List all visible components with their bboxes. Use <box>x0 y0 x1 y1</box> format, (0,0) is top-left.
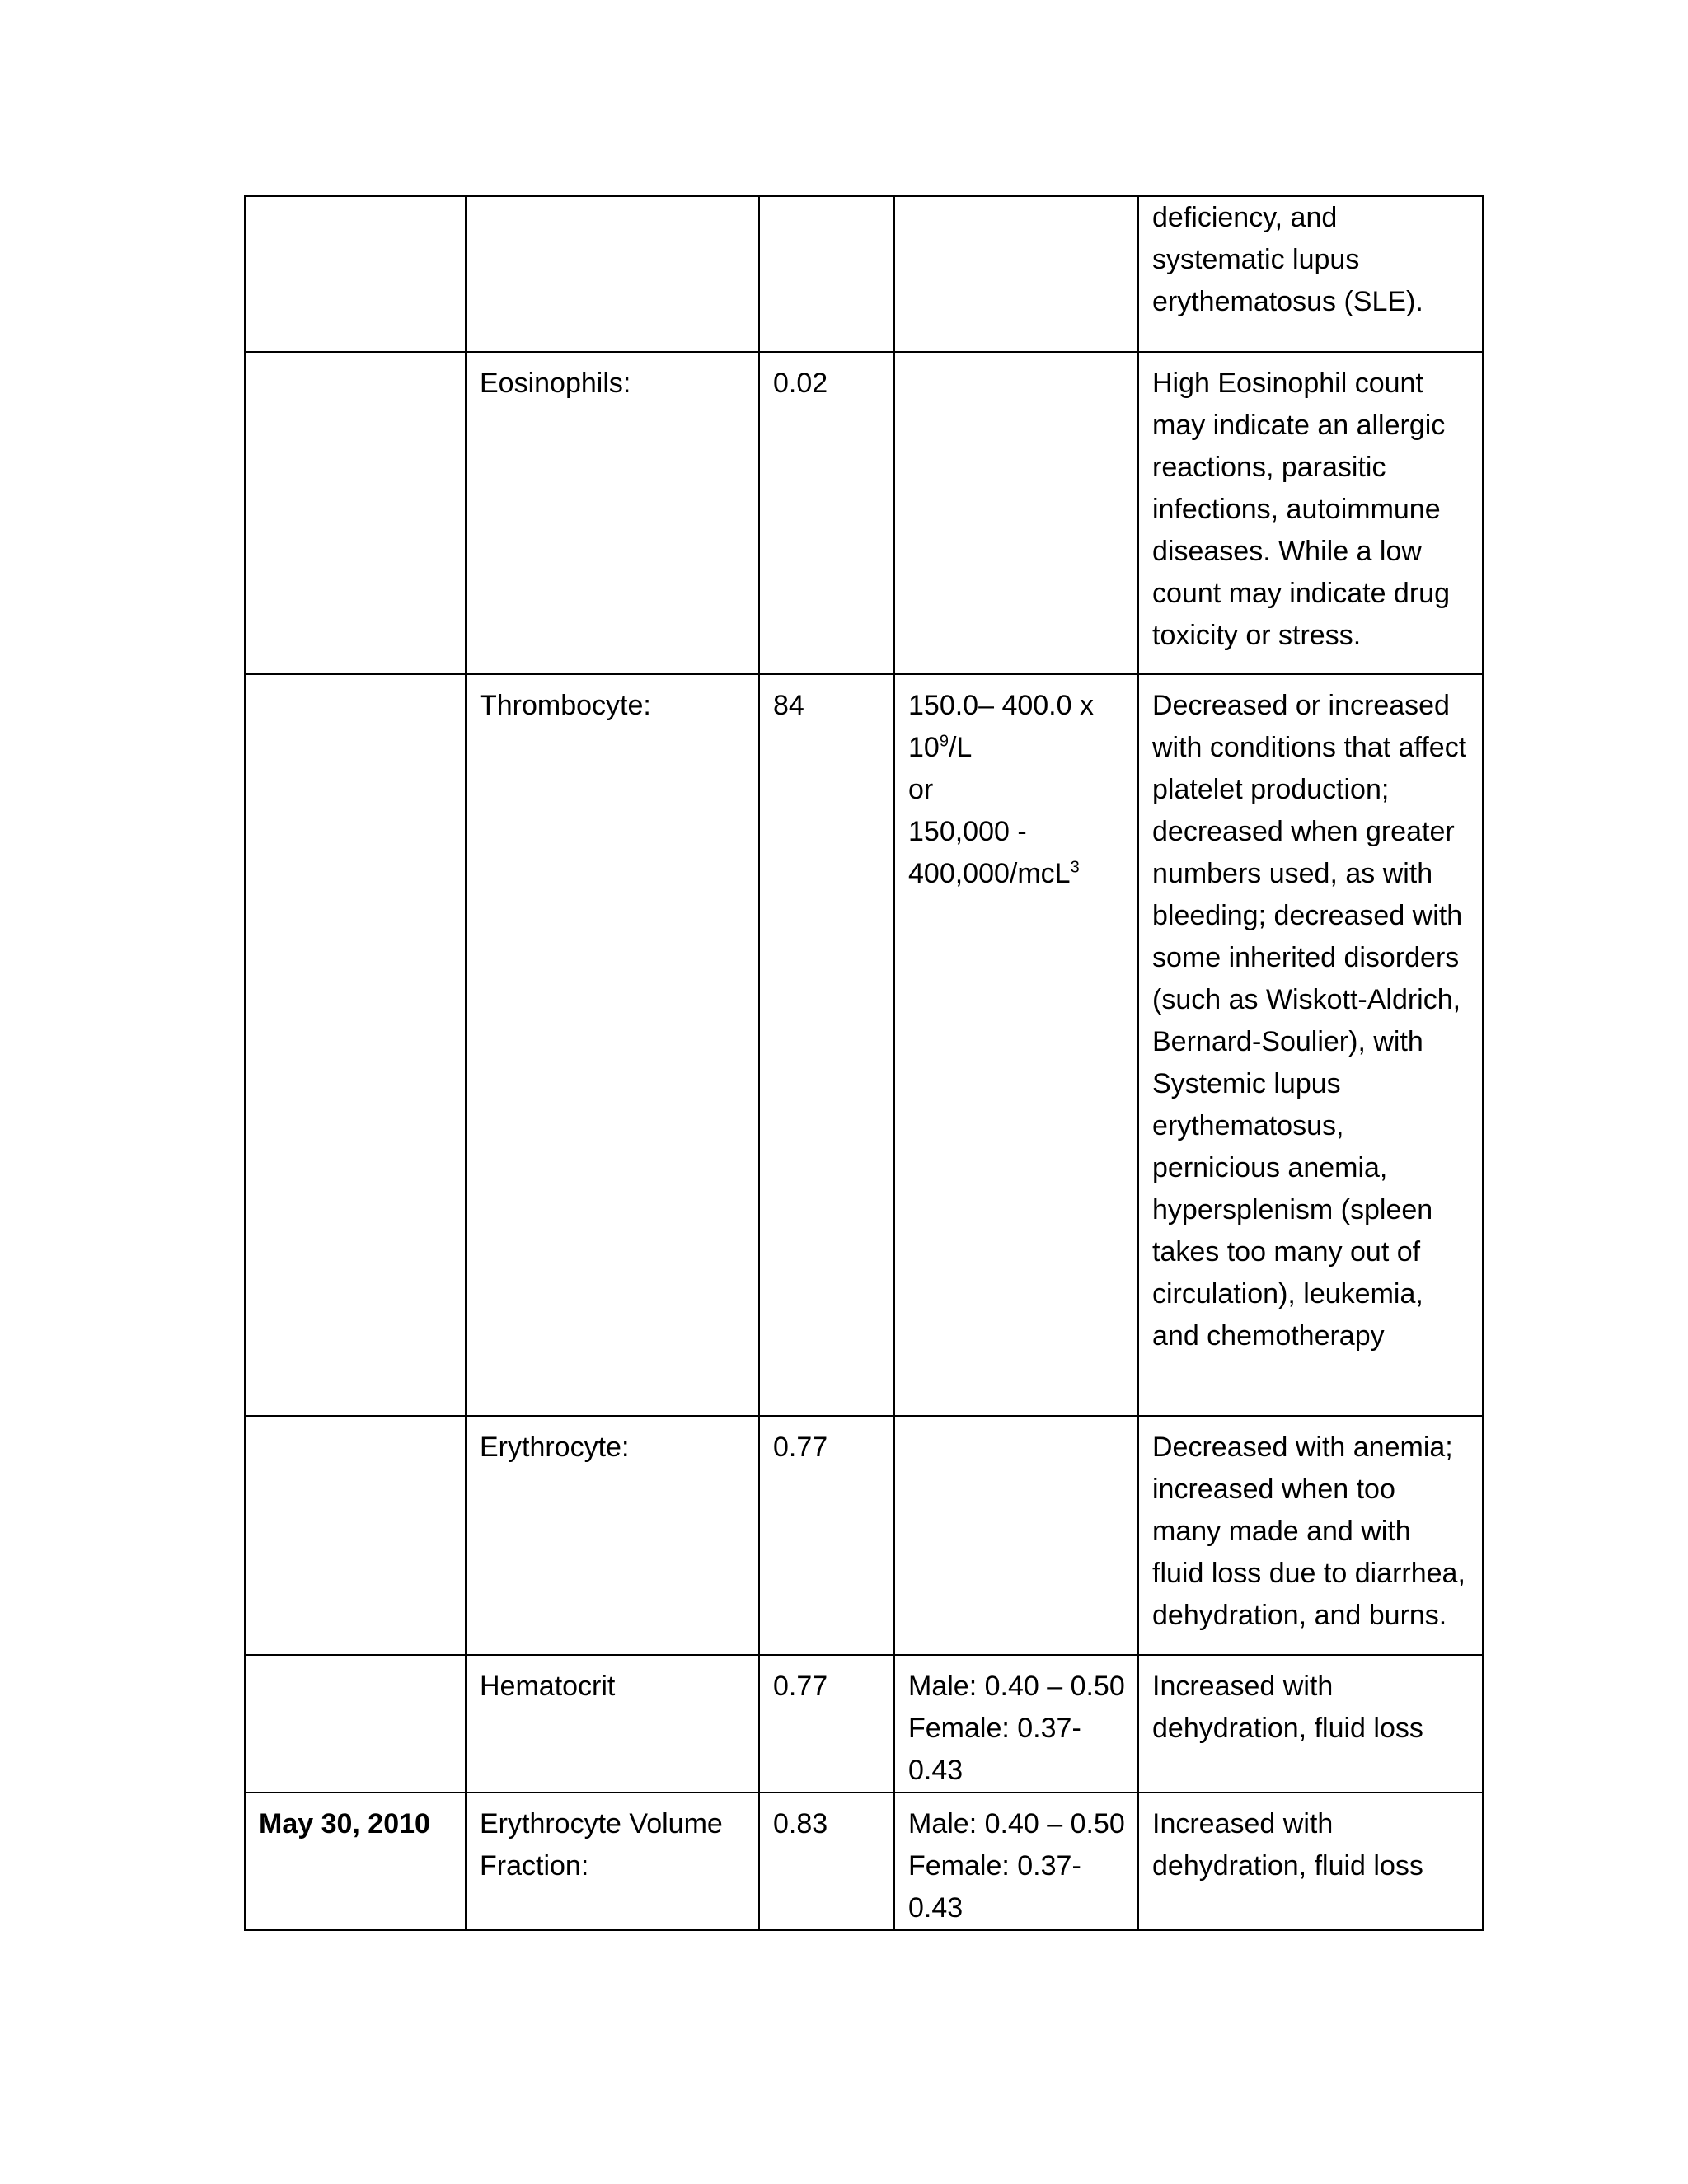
test-name-cell: Hematocrit <box>466 1655 759 1793</box>
test-name-cell <box>466 196 759 352</box>
interpretation-cell <box>1138 1793 1483 1930</box>
range-line: 150,000 - <box>908 816 1027 847</box>
range-line: Male: 0.40 – 0.50 <box>908 1808 1125 1840</box>
interpretation-text: Increased with dehydration, fluid loss <box>1152 1808 1423 1882</box>
interpretation-text: Decreased or increased with conditions that affect platelet production; decreased when greater numbers used, as with bleeding; decreased with some inherited disorders (such as Wiskott-Aldrich, Bernard-Soulier), with Systemic lupus erythematosus, pernicious anemia, hypersplenism (spleen takes too many out of circulation), leukemia, and chemotherapy <box>1152 690 1467 1352</box>
date-cell <box>245 196 466 352</box>
interpretation-cell <box>1138 674 1483 1416</box>
interpretation-cell <box>1138 1655 1483 1793</box>
reference-range-cell <box>894 196 1138 352</box>
test-name-cell: Thrombocyte: <box>466 674 759 1416</box>
range-exponent: 9 <box>939 732 949 751</box>
range-line: 0.43 <box>908 1755 964 1786</box>
interpretation-cell <box>1138 1416 1483 1655</box>
range-line <box>908 727 1124 769</box>
interpretation-text: High Eosinophil count may indicate an allergic reactions, parasitic infections, autoimmune diseases. While a low count may indicate drug toxicity or stress. <box>1152 368 1450 651</box>
range-line: or <box>908 774 934 805</box>
result-cell: 0.83 <box>759 1793 894 1930</box>
table-row <box>245 352 1483 674</box>
range-line <box>908 853 1124 895</box>
test-name-cell: Erythrocyte: <box>466 1416 759 1655</box>
range-unit: /L <box>948 732 973 763</box>
table-row <box>245 1793 1483 1930</box>
test-name-cell: Eosinophils: <box>466 352 759 674</box>
reference-range-cell <box>894 674 1138 1416</box>
table-row <box>245 674 1483 1416</box>
table-row <box>245 1655 1483 1793</box>
interpretation-text: Decreased with anemia; increased when too many made and with fluid loss due to diarrhea, dehydration, and burns. <box>1152 1432 1465 1631</box>
date-cell <box>245 1416 466 1655</box>
result-cell <box>759 196 894 352</box>
table-row <box>245 1416 1483 1655</box>
range-line: Male: 0.40 – 0.50 <box>908 1671 1125 1702</box>
lab-results-table <box>244 195 1484 1931</box>
reference-range-cell <box>894 1793 1138 1930</box>
interpretation-cell <box>1138 352 1483 674</box>
interpretation-text: deficiency, and systematic lupus erythematosus (SLE). <box>1152 202 1423 317</box>
range-line: 0.43 <box>908 1892 964 1924</box>
result-cell: 0.02 <box>759 352 894 674</box>
range-line: Female: 0.37- <box>908 1850 1081 1882</box>
date-cell: May 30, 2010 <box>245 1793 466 1930</box>
test-name-cell: Erythrocyte Volume Fraction: <box>466 1793 759 1930</box>
date-cell <box>245 1655 466 1793</box>
reference-range-cell <box>894 1655 1138 1793</box>
table-row <box>245 196 1483 352</box>
date-cell <box>245 674 466 1416</box>
range-exponent: 3 <box>1070 858 1080 877</box>
result-cell: 0.77 <box>759 1416 894 1655</box>
interpretation-text: Increased with dehydration, fluid loss <box>1152 1671 1423 1744</box>
range-line: Female: 0.37- <box>908 1713 1081 1744</box>
interpretation-cell <box>1138 196 1483 352</box>
reference-range-cell <box>894 1416 1138 1655</box>
date-cell <box>245 352 466 674</box>
reference-range-cell <box>894 352 1138 674</box>
range-line: 150.0– 400.0 x <box>908 690 1094 721</box>
range-base: 400,000/mcL <box>908 858 1071 889</box>
result-cell: 84 <box>759 674 894 1416</box>
range-base: 10 <box>908 732 940 763</box>
result-cell: 0.77 <box>759 1655 894 1793</box>
